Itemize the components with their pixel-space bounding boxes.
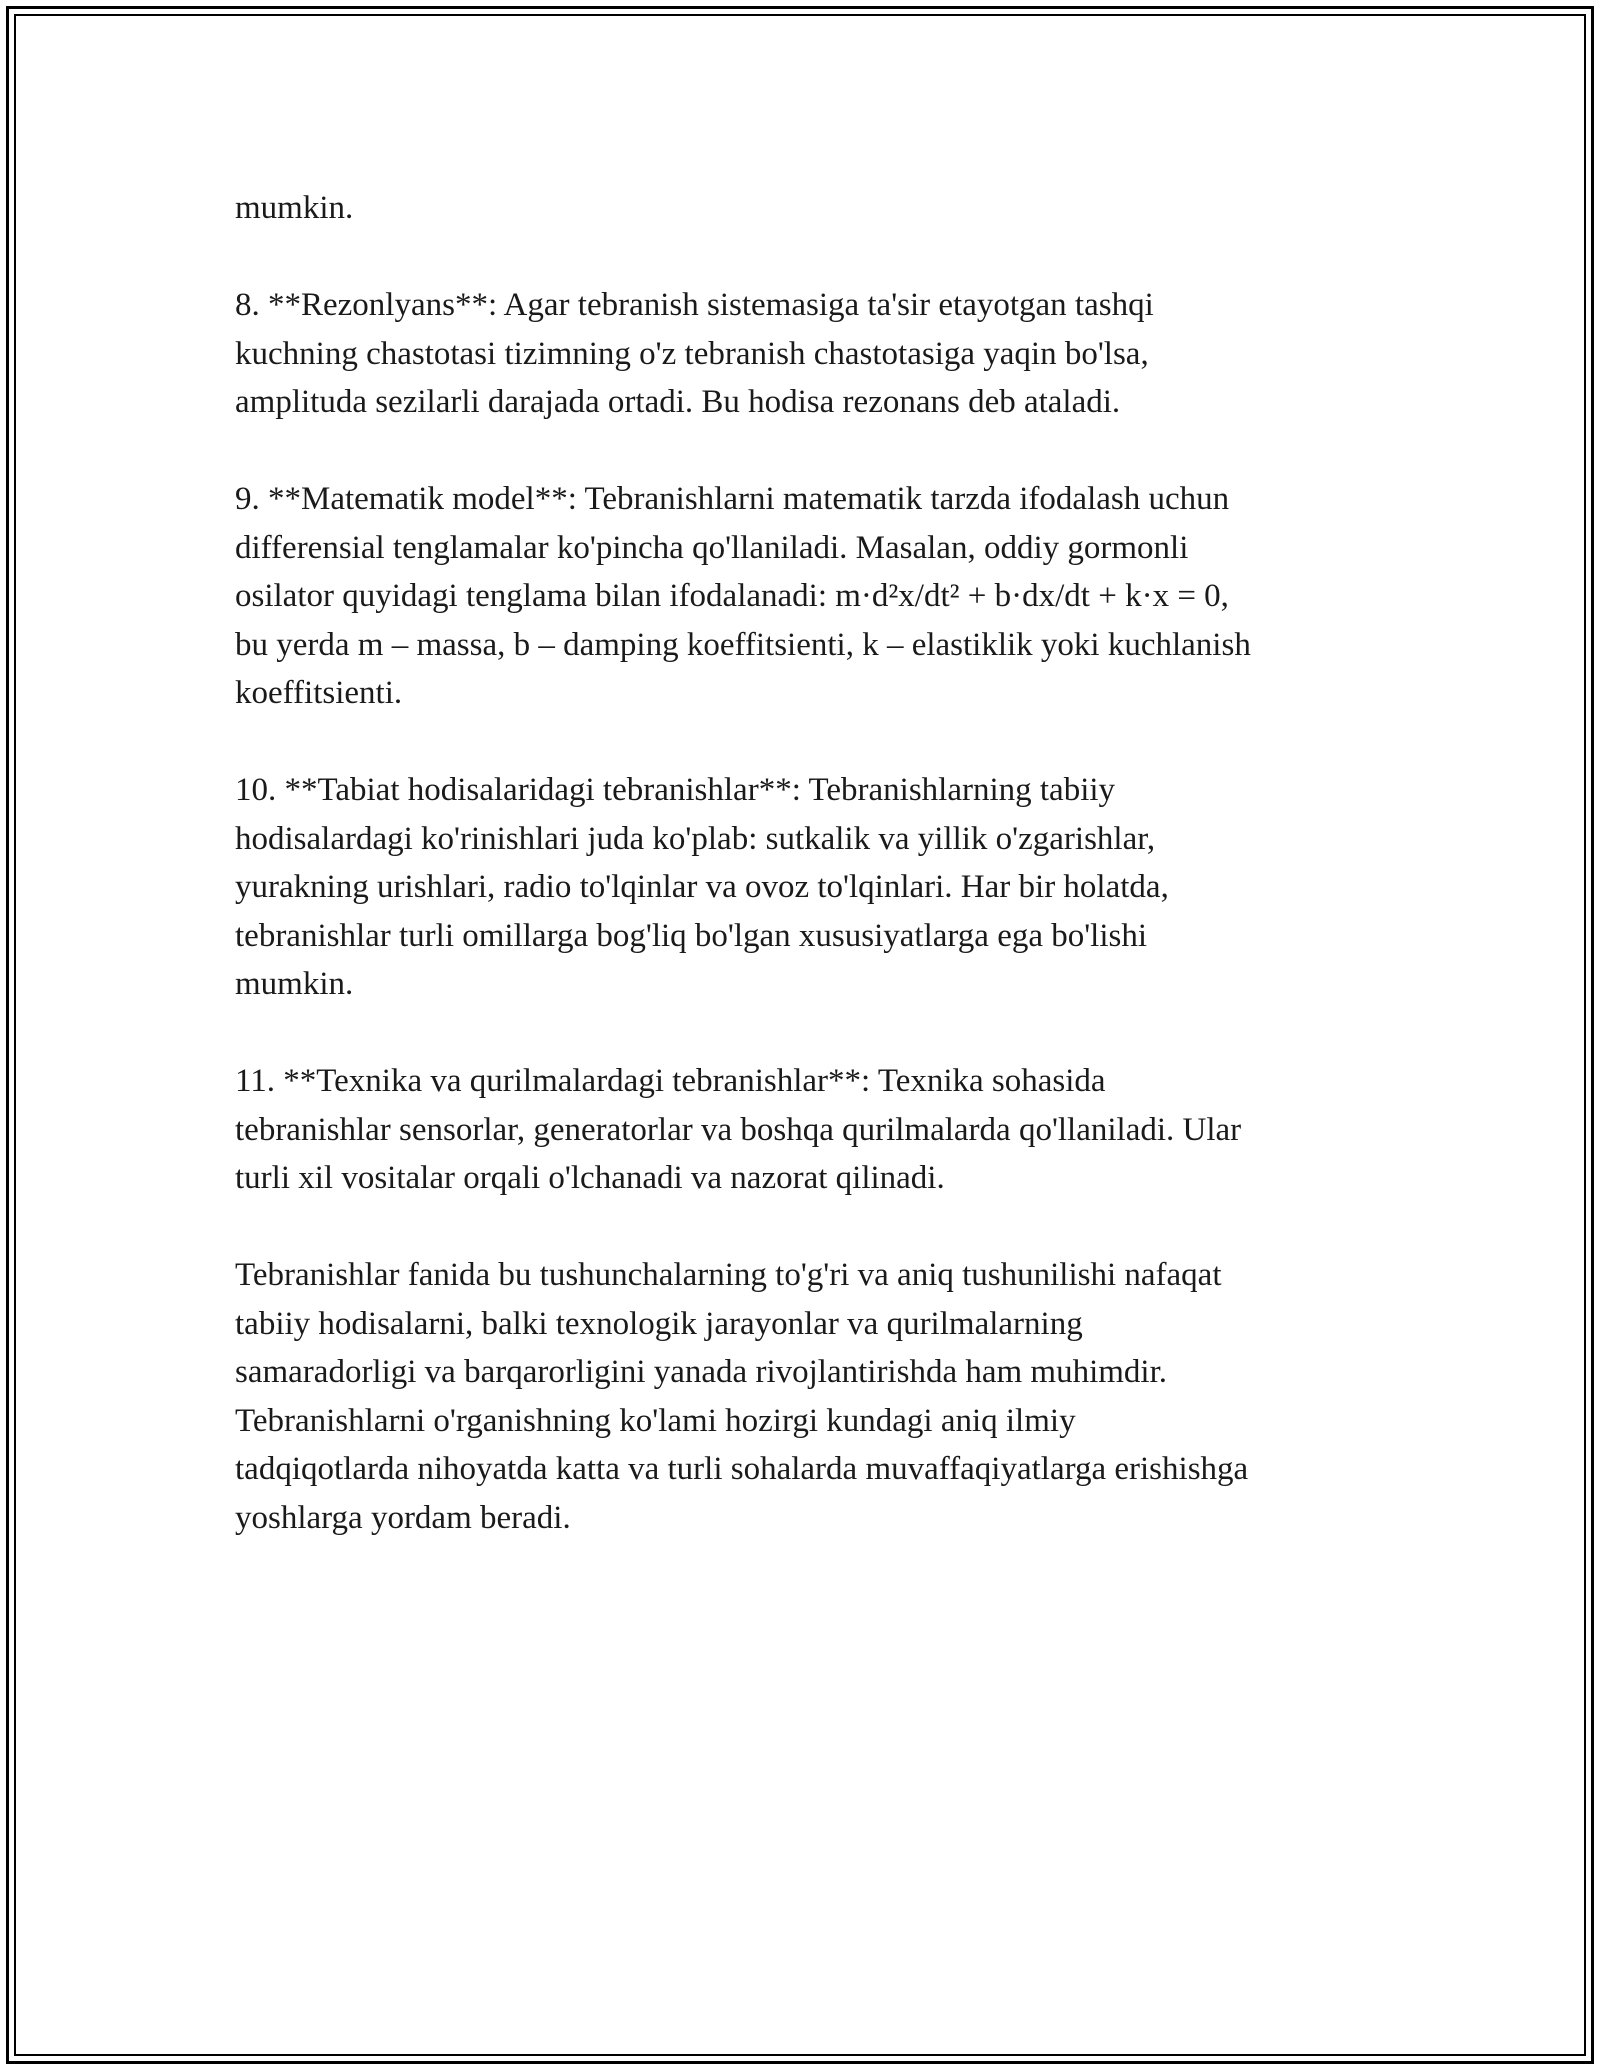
paragraph-matematik-model: 9. **Matematik model**: Tebranishlarni matematik tarzda ifodalash uchun differensial tenglamalar ko'pincha qo'llaniladi. Masalan, oddiy gormonli osilator quyidagi tenglama bilan ifodalanadi: m·d²x/dt² + b·dx/dt + k·x = 0, bu yerda m – massa, b – damping koeffitsienti, k – elastiklik yoki kuchlanish koeffitsienti.	[235, 481, 1251, 711]
paragraph-conclusion: Tebranishlar fanida bu tushunchalarning to'g'ri va aniq tushunilishi nafaqat tabiiy hodisalarni, balki texnologik jarayonlar va qurilmalarning samaradorligi va barqarorligini yanada rivojlantirishda ham muhimdir. Tebranishlarni o'rganishning ko'lami hozirgi kundagi aniq ilmiy tadqiqotlarda nihoyatda katta va turli sohalarda muvaffaqiyatlarga erishishga yoshlarga yordam beradi.	[235, 1257, 1249, 1536]
paragraph-continuation: mumkin.	[235, 190, 354, 226]
document-body	[235, 184, 1375, 1591]
paragraph-tabiat-hodisalari: 10. **Tabiat hodisalaridagi tebranishlar**: Tebranishlarning tabiiy hodisalardagi ko'rinishlari juda ko'plab: sutkalik va yillik o'zgarishlar, yurakning urishlari, radio to'lqinlar va ovoz to'lqinlari. Har bir holatda, tebranishlar turli omillarga bog'liq bo'lgan xususiyatlarga ega bo'lishi mumkin.	[235, 772, 1169, 1002]
paragraph-texnika-qurilmalar: 11. **Texnika va qurilmalardagi tebranishlar**: Texnika sohasida tebranishlar sensorlar, generatorlar va boshqa qurilmalarda qo'llaniladi. Ular turli xil vositalar orqali o'lchanadi va nazorat qilinadi.	[235, 1063, 1242, 1196]
paragraph-rezonlyans: 8. **Rezonlyans**: Agar tebranish sistemasiga ta'sir etayotgan tashqi kuchning chastotasi tizimning o'z tebranish chastotasiga yaqin bo'lsa, amplituda sezilarli darajada ortadi. Bu hodisa rezonans deb ataladi.	[235, 287, 1154, 420]
